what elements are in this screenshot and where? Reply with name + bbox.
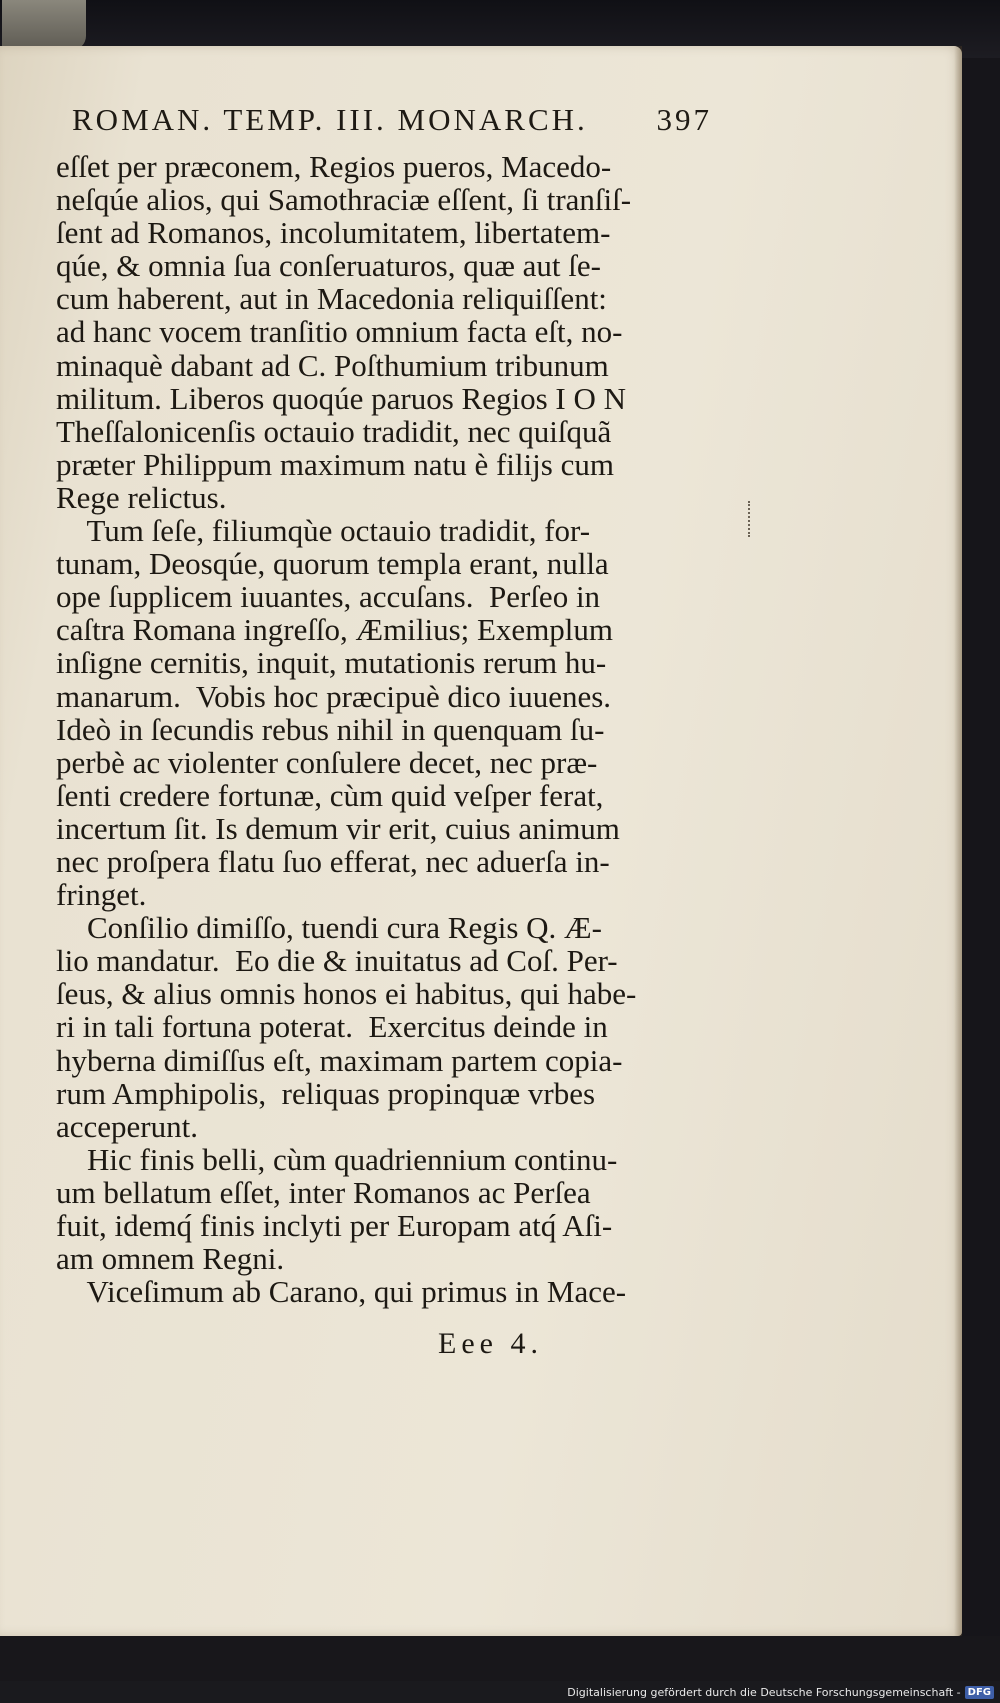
text-line: Theſſalonicenſis octauio tradidit, nec quiſquã xyxy=(56,413,612,449)
text-line: qúe, & omnia ſua conſeruaturos, quæ aut ſe- xyxy=(56,248,601,284)
running-title: ROMAN. TEMP. III. MONARCH. xyxy=(72,102,588,137)
text-line: Hic finis belli, cùm quadriennium continu- xyxy=(56,1141,618,1177)
text-line: Conſilio dimiſſo, tuendi cura Regis Q. Æ- xyxy=(56,910,602,946)
page-edge-shadow xyxy=(954,46,962,1636)
text-line: perbè ac violenter conſulere decet, nec præ- xyxy=(56,744,598,780)
text-line: fuit, idemq́ finis inclyti per Europam atq́ Aſi- xyxy=(56,1208,613,1243)
scan-frame-bottom xyxy=(0,1636,1000,1703)
book-page xyxy=(0,46,962,1636)
text-line: nec proſpera flatu ſuo efferat, nec aduerſa in- xyxy=(56,843,610,879)
body-text xyxy=(56,150,706,1308)
text-line: neſqúe alios, qui Samothraciæ eſſent, ſi tranſiſ- xyxy=(56,182,632,218)
text-line: Ideò in ſecundis rebus nihil in quenquam ſu- xyxy=(56,711,605,747)
text-line: Rege relictus. xyxy=(56,479,227,515)
text-line: hyberna dimiſſus eſt, maximam partem copia- xyxy=(56,1042,623,1078)
text-line: inſigne cernitis, inquit, mutationis rerum hu- xyxy=(56,645,607,681)
text-line: Viceſimum ab Carano, qui primus in Mace- xyxy=(56,1274,627,1310)
page-number: 397 xyxy=(656,102,712,137)
text-line: ad hanc vocem tranſitio omnium facta eſt, no- xyxy=(56,314,623,350)
text-line: lio mandatur. Eo die & inuitatus ad Coſ. Per- xyxy=(56,943,618,979)
text-line: cum haberent, aut in Macedonia reliquiſſent: xyxy=(56,281,607,317)
text-line: fringet. xyxy=(56,877,147,913)
text-line: Tum ſeſe, filiumqùe octauio tradidit, for- xyxy=(56,513,591,549)
text-line: minaquè dabant ad C. Poſthumium tribunum xyxy=(56,347,609,383)
text-line: ri in tali fortuna poterat. Exercitus deinde in xyxy=(56,1009,608,1045)
text-line: incertum ſit. Is demum vir erit, cuius animum xyxy=(56,810,620,846)
text-line: acceperunt. xyxy=(56,1108,198,1144)
text-line: militum. Liberos quoqúe paruos Regios I O N xyxy=(56,380,626,416)
text-line: ſenti credere fortunæ, cùm quid veſper ferat, xyxy=(56,777,604,813)
digitization-credit-bar xyxy=(0,1681,1000,1703)
text-line: eſſet per præconem, Regios pueros, Macedo- xyxy=(56,149,612,184)
running-header xyxy=(72,102,712,138)
margin-mark xyxy=(748,501,756,537)
text-line: ſent ad Romanos, incolumitatem, libertatem- xyxy=(56,215,611,251)
text-line: rum Amphipolis, reliquas propinquæ vrbes xyxy=(56,1075,596,1111)
text-line: præter Philippum maximum natu è filijs cum xyxy=(56,446,614,482)
text-line: um bellatum eſſet, inter Romanos ac Perſea xyxy=(56,1174,591,1210)
dfg-logo: DFG xyxy=(965,1686,994,1699)
text-line: am omnem Regni. xyxy=(56,1241,285,1277)
book-clip xyxy=(2,0,86,50)
text-line: ope ſupplicem iuuantes, accuſans. Perſeo in xyxy=(56,579,601,615)
signature-mark: Eee 4. xyxy=(438,1327,543,1360)
credit-text: Digitalisierung gefördert durch die Deutsche Forschungsgemeinschaft - xyxy=(567,1685,961,1699)
text-line: manarum. Vobis hoc præcipuè dico iuuenes. xyxy=(56,678,612,714)
text-line: tunam, Deosqúe, quorum templa erant, nulla xyxy=(56,546,609,582)
text-line: caſtra Romana ingreſſo, Æmilius; Exemplum xyxy=(56,612,614,648)
text-line: ſeus, & alius omnis honos ei habitus, qui habe- xyxy=(56,976,637,1012)
